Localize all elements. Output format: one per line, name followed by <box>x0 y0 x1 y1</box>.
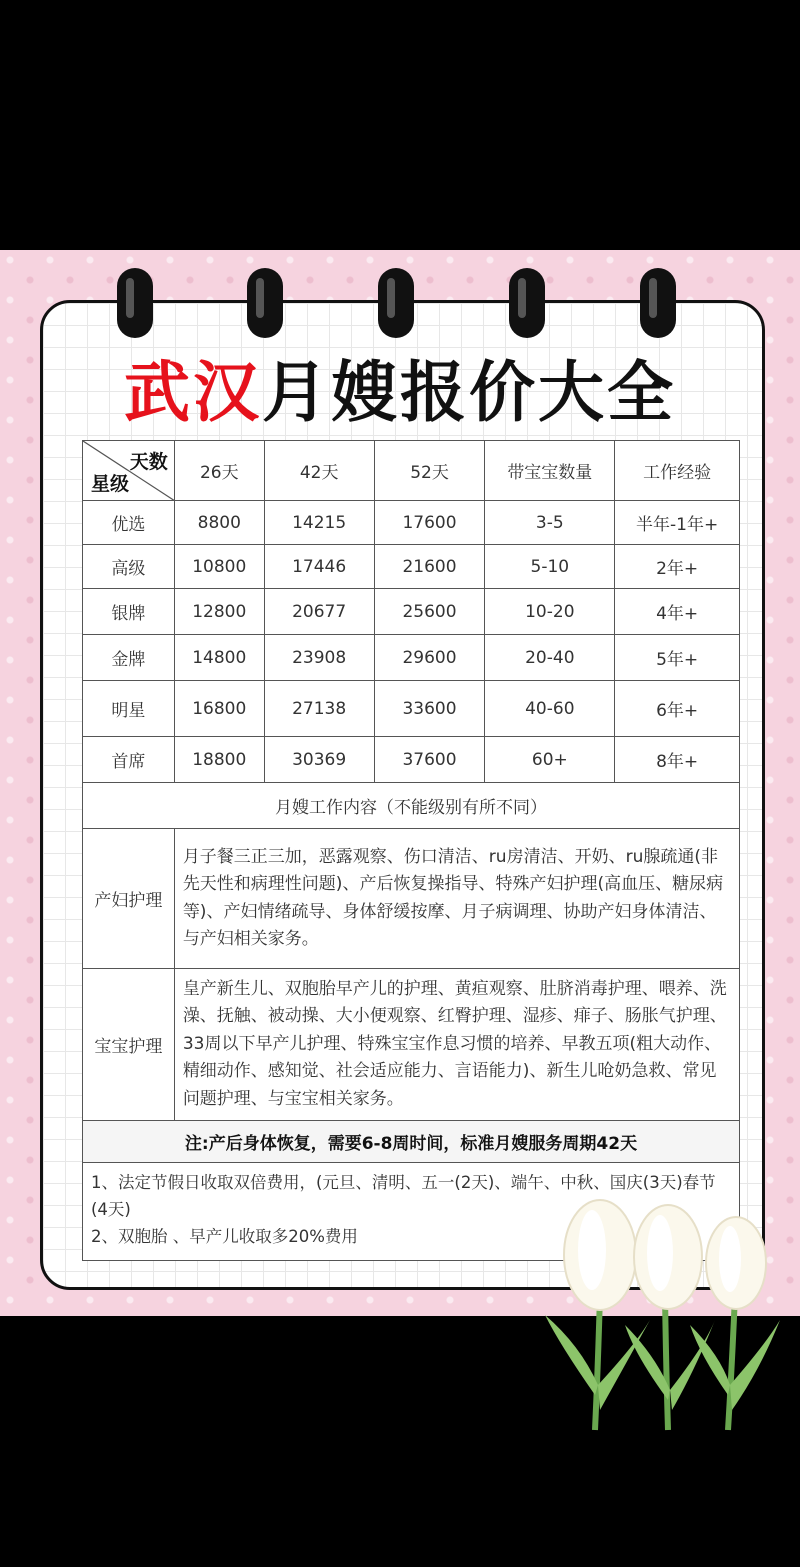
babies-cell: 3-5 <box>485 501 615 545</box>
price-cell: 18800 <box>174 737 264 783</box>
column-header: 带宝宝数量 <box>485 441 615 501</box>
experience-cell: 6年+ <box>615 681 740 737</box>
binder-ring <box>247 268 283 338</box>
tulip-flowers-image <box>540 1195 800 1435</box>
corner-cell <box>83 441 175 501</box>
service-note: 注:产后身体恢复，需要6-8周时间，标准月嫂服务周期42天 <box>83 1121 740 1163</box>
price-cell: 25600 <box>374 589 485 635</box>
price-cell: 17600 <box>374 501 485 545</box>
price-cell: 27138 <box>264 681 374 737</box>
price-cell: 29600 <box>374 635 485 681</box>
price-cell: 20677 <box>264 589 374 635</box>
babies-cell: 60+ <box>485 737 615 783</box>
work-content-header-row <box>83 783 740 829</box>
experience-cell: 2年+ <box>615 545 740 589</box>
experience-cell: 8年+ <box>615 737 740 783</box>
title-black: 月嫂报价大全 <box>262 354 676 431</box>
babies-cell: 10-20 <box>485 589 615 635</box>
column-header: 工作经验 <box>615 441 740 501</box>
price-table <box>82 440 740 1261</box>
price-cell: 23908 <box>264 635 374 681</box>
price-cell: 37600 <box>374 737 485 783</box>
price-cell: 14800 <box>174 635 264 681</box>
fee-item-twins: 2、双胞胎 、早产儿收取多20%费用 <box>91 1227 358 1246</box>
price-cell: 12800 <box>174 589 264 635</box>
level-cell: 首席 <box>83 737 175 783</box>
price-cell: 21600 <box>374 545 485 589</box>
babies-cell: 5-10 <box>485 545 615 589</box>
table-row <box>83 737 740 783</box>
fee-item-holidays: 1、法定节假日收取双倍费用，(元旦、清明、五一(2天)、端午、中秋、国庆(3天)春节(4天) <box>91 1173 716 1219</box>
table-row <box>83 501 740 545</box>
column-header: 42天 <box>264 441 374 501</box>
baby-care-content: 皇产新生儿、双胞胎早产儿的护理、黄疸观察、肚脐消毒护理、喂养、洗澡、抚触、被动操、大小便观察、红臀护理、湿疹、痱子、肠胀气护理、33周以下早产儿护理、特殊宝宝作息习惯的培养、早教五项(粗大动作、精细动作、感知觉、社会适应能力、言语能力)、新生儿呛奶急救、常见问题护理、与宝宝相关家务。 <box>174 969 739 1121</box>
babies-cell: 40-60 <box>485 681 615 737</box>
corner-bottom-label: 星级 <box>91 473 130 495</box>
mother-care-row <box>83 829 740 969</box>
header-row <box>83 441 740 501</box>
baby-care-row <box>83 969 740 1121</box>
price-cell: 33600 <box>374 681 485 737</box>
experience-cell: 5年+ <box>615 635 740 681</box>
title-red: 武汉 <box>124 354 262 431</box>
price-cell: 10800 <box>174 545 264 589</box>
table-row <box>83 589 740 635</box>
mother-care-content: 月子餐三正三加，恶露观察、伤口清洁、ru房清洁、开奶、ru腺疏通(非先天性和病理性问题)、产后恢复操指导、特殊产妇护理(高血压、糖尿病等)、产妇情绪疏导、身体舒缓按摩、月子病调理、协助产妇身体清洁、与产妇相关家务。 <box>174 829 739 969</box>
baby-care-label: 宝宝护理 <box>83 969 175 1121</box>
binder-ring <box>117 268 153 338</box>
price-cell: 8800 <box>174 501 264 545</box>
binder-ring <box>378 268 414 338</box>
level-cell: 优选 <box>83 501 175 545</box>
price-cell: 17446 <box>264 545 374 589</box>
page-title <box>0 353 800 433</box>
level-cell: 高级 <box>83 545 175 589</box>
binder-ring <box>640 268 676 338</box>
level-cell: 明星 <box>83 681 175 737</box>
price-cell: 16800 <box>174 681 264 737</box>
note-row <box>83 1121 740 1163</box>
binder-ring <box>509 268 545 338</box>
price-cell: 14215 <box>264 501 374 545</box>
work-content-header: 月嫂工作内容（不能级别有所不同） <box>83 783 740 829</box>
table-row <box>83 545 740 589</box>
table-row <box>83 681 740 737</box>
experience-cell: 半年-1年+ <box>615 501 740 545</box>
level-cell: 银牌 <box>83 589 175 635</box>
babies-cell: 20-40 <box>485 635 615 681</box>
mother-care-label: 产妇护理 <box>83 829 175 969</box>
column-header: 26天 <box>174 441 264 501</box>
table-row <box>83 635 740 681</box>
column-header: 52天 <box>374 441 485 501</box>
corner-top-label: 天数 <box>129 451 168 473</box>
experience-cell: 4年+ <box>615 589 740 635</box>
price-cell: 30369 <box>264 737 374 783</box>
level-cell: 金牌 <box>83 635 175 681</box>
